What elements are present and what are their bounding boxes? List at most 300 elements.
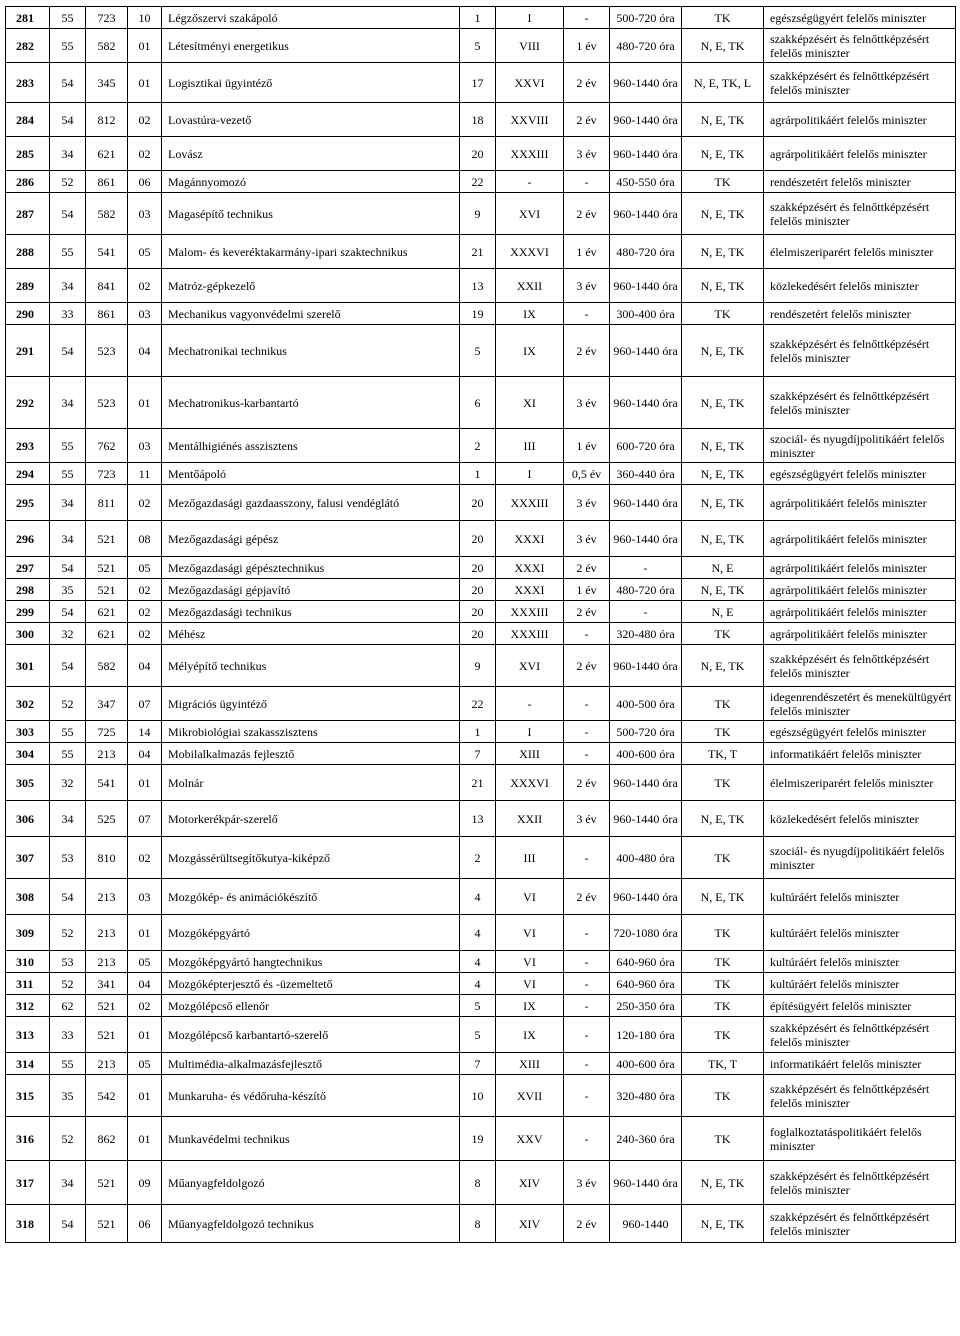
table-cell: egészségügyért felelős miniszter <box>764 463 956 485</box>
table-cell: 861 <box>86 171 128 193</box>
table-cell: TK <box>682 973 764 995</box>
table-cell: Mozgókép- és animációkészítő <box>162 879 460 915</box>
table-cell: 310 <box>6 951 50 973</box>
table-cell: 725 <box>86 721 128 743</box>
table-cell: - <box>564 1053 610 1075</box>
table-cell: - <box>610 557 682 579</box>
table-cell: 1 év <box>564 29 610 63</box>
table-cell: Magánnyomozó <box>162 171 460 193</box>
table-cell: 5 <box>460 325 496 377</box>
table-cell: 3 év <box>564 269 610 303</box>
table-cell: 2 év <box>564 103 610 137</box>
table-cell: N, E, TK <box>682 485 764 521</box>
table-cell: 02 <box>128 623 162 645</box>
table-cell: 960-1440 óra <box>610 269 682 303</box>
table-cell: informatikáért felelős miniszter <box>764 1053 956 1075</box>
table-cell: Mélyépítő technikus <box>162 645 460 687</box>
table-cell: 521 <box>86 579 128 601</box>
table-cell: 05 <box>128 951 162 973</box>
table-cell: közlekedésért felelős miniszter <box>764 269 956 303</box>
table-cell: szakképzésért és felnőttképzésért felelős miniszter <box>764 645 956 687</box>
table-cell: 22 <box>460 687 496 721</box>
table-cell: 54 <box>50 557 86 579</box>
table-cell: 55 <box>50 743 86 765</box>
table-cell: VI <box>496 879 564 915</box>
table-cell: XVI <box>496 193 564 235</box>
table-cell: agrárpolitikáért felelős miniszter <box>764 557 956 579</box>
table-cell: - <box>564 973 610 995</box>
table-cell: 03 <box>128 193 162 235</box>
table-cell: - <box>496 687 564 721</box>
table-cell: 960-1440 <box>610 1205 682 1243</box>
table-row <box>6 1053 956 1075</box>
table-row <box>6 485 956 521</box>
table-row <box>6 269 956 303</box>
table-row <box>6 303 956 325</box>
table-cell: 841 <box>86 269 128 303</box>
table-cell: 293 <box>6 429 50 463</box>
table-cell: Molnár <box>162 765 460 801</box>
table-cell: szakképzésért és felnőttképzésért felelős miniszter <box>764 325 956 377</box>
table-cell: XXVIII <box>496 103 564 137</box>
table-cell: 960-1440 óra <box>610 325 682 377</box>
table-cell: 04 <box>128 645 162 687</box>
table-cell: IX <box>496 1017 564 1053</box>
table-cell: 282 <box>6 29 50 63</box>
qualification-table <box>5 6 956 1243</box>
table-cell: TK <box>682 837 764 879</box>
table-cell: 02 <box>128 137 162 171</box>
table-cell: XXXIII <box>496 623 564 645</box>
table-cell: 723 <box>86 7 128 29</box>
table-cell: 1 <box>460 463 496 485</box>
table-row <box>6 1117 956 1161</box>
table-cell: XXXI <box>496 521 564 557</box>
table-cell: 4 <box>460 973 496 995</box>
table-cell: 03 <box>128 303 162 325</box>
table-cell: 34 <box>50 269 86 303</box>
table-cell: 400-600 óra <box>610 743 682 765</box>
table-cell: 960-1440 óra <box>610 485 682 521</box>
table-cell: Légzőszervi szakápoló <box>162 7 460 29</box>
table-cell: TK <box>682 721 764 743</box>
table-cell: 54 <box>50 879 86 915</box>
table-cell: 525 <box>86 801 128 837</box>
table-cell: 2 <box>460 429 496 463</box>
table-cell: 292 <box>6 377 50 429</box>
table-cell: 10 <box>460 1075 496 1117</box>
table-cell: Mozgóképgyártó <box>162 915 460 951</box>
table-cell: 5 <box>460 995 496 1017</box>
table-cell: agrárpolitikáért felelős miniszter <box>764 137 956 171</box>
table-cell: - <box>496 171 564 193</box>
table-row <box>6 951 956 973</box>
table-cell: 341 <box>86 973 128 995</box>
table-cell: 20 <box>460 485 496 521</box>
table-cell: 301 <box>6 645 50 687</box>
table-cell: TK <box>682 171 764 193</box>
table-cell: XIII <box>496 1053 564 1075</box>
table-cell: IX <box>496 325 564 377</box>
table-cell: N, E, TK <box>682 29 764 63</box>
table-cell: N, E, TK <box>682 879 764 915</box>
table-cell: I <box>496 463 564 485</box>
table-cell: XXVI <box>496 63 564 103</box>
table-cell: - <box>564 1075 610 1117</box>
table-cell: VI <box>496 915 564 951</box>
table-cell: 960-1440 óra <box>610 377 682 429</box>
table-cell: 06 <box>128 171 162 193</box>
table-cell: Lovastúra-vezető <box>162 103 460 137</box>
table-cell: 521 <box>86 521 128 557</box>
table-cell: 314 <box>6 1053 50 1075</box>
table-row <box>6 1205 956 1243</box>
table-cell: 621 <box>86 623 128 645</box>
table-row <box>6 579 956 601</box>
table-cell: 1 év <box>564 579 610 601</box>
table-cell: 08 <box>128 521 162 557</box>
table-cell: 53 <box>50 951 86 973</box>
table-cell: 360-440 óra <box>610 463 682 485</box>
table-cell: - <box>564 687 610 721</box>
table-cell: 2 év <box>564 879 610 915</box>
table-cell: III <box>496 837 564 879</box>
table-cell: XXXVI <box>496 765 564 801</box>
table-cell: 347 <box>86 687 128 721</box>
table-cell: 297 <box>6 557 50 579</box>
table-cell: 01 <box>128 377 162 429</box>
table-cell: 55 <box>50 463 86 485</box>
table-row <box>6 103 956 137</box>
table-cell: 3 év <box>564 1161 610 1205</box>
table-row <box>6 687 956 721</box>
table-cell: szakképzésért és felnőttképzésért felelős miniszter <box>764 29 956 63</box>
table-cell: N, E, TK <box>682 269 764 303</box>
table-cell: N, E, TK <box>682 137 764 171</box>
table-cell: 01 <box>128 765 162 801</box>
table-cell: 54 <box>50 1205 86 1243</box>
table-cell: 20 <box>460 579 496 601</box>
table-cell: Mezőgazdasági gépésztechnikus <box>162 557 460 579</box>
table-cell: TK <box>682 915 764 951</box>
table-cell: Mobilalkalmazás fejlesztő <box>162 743 460 765</box>
table-cell: 01 <box>128 1117 162 1161</box>
table-cell: 01 <box>128 63 162 103</box>
table-cell: élelmiszeriparért felelős miniszter <box>764 235 956 269</box>
table-cell: - <box>564 995 610 1017</box>
table-cell: N, E, TK <box>682 1205 764 1243</box>
table-cell: Malom- és keveréktakarmány-ipari szaktechnikus <box>162 235 460 269</box>
table-cell: VIII <box>496 29 564 63</box>
table-cell: 960-1440 óra <box>610 103 682 137</box>
table-cell: 500-720 óra <box>610 721 682 743</box>
table-cell: 2 év <box>564 765 610 801</box>
table-cell: 32 <box>50 765 86 801</box>
table-cell: Mozgóképterjesztő és -üzemeltető <box>162 973 460 995</box>
table-cell: 5 <box>460 1017 496 1053</box>
table-cell: Létesítményi energetikus <box>162 29 460 63</box>
table-cell: agrárpolitikáért felelős miniszter <box>764 103 956 137</box>
table-cell: 52 <box>50 687 86 721</box>
table-cell: 20 <box>460 623 496 645</box>
table-cell: Műanyagfeldolgozó technikus <box>162 1205 460 1243</box>
table-cell: 521 <box>86 1205 128 1243</box>
table-cell: Mentőápoló <box>162 463 460 485</box>
table-cell: 960-1440 óra <box>610 645 682 687</box>
table-cell: 960-1440 óra <box>610 1161 682 1205</box>
table-cell: 3 év <box>564 521 610 557</box>
table-cell: Multimédia-alkalmazásfejlesztő <box>162 1053 460 1075</box>
table-cell: N, E, TK <box>682 463 764 485</box>
table-cell: 582 <box>86 193 128 235</box>
table-cell: XIV <box>496 1161 564 1205</box>
table-cell: agrárpolitikáért felelős miniszter <box>764 485 956 521</box>
table-cell: 300-400 óra <box>610 303 682 325</box>
table-cell: 345 <box>86 63 128 103</box>
table-cell: 34 <box>50 521 86 557</box>
table-cell: agrárpolitikáért felelős miniszter <box>764 521 956 557</box>
table-cell: 32 <box>50 623 86 645</box>
table-row <box>6 995 956 1017</box>
table-cell: 8 <box>460 1205 496 1243</box>
table-cell: 02 <box>128 485 162 521</box>
table-cell: 811 <box>86 485 128 521</box>
table-cell: TK <box>682 995 764 1017</box>
table-cell: TK <box>682 765 764 801</box>
table-cell: 2 év <box>564 193 610 235</box>
table-cell: N, E, TK <box>682 377 764 429</box>
table-cell: 01 <box>128 29 162 63</box>
table-cell: 52 <box>50 1117 86 1161</box>
table-cell: 04 <box>128 743 162 765</box>
table-cell: 960-1440 óra <box>610 63 682 103</box>
table-cell: Magasépítő technikus <box>162 193 460 235</box>
table-cell: N, E, TK <box>682 429 764 463</box>
table-cell: 53 <box>50 837 86 879</box>
table-row <box>6 171 956 193</box>
table-cell: 521 <box>86 557 128 579</box>
table-row <box>6 879 956 915</box>
table-cell: szakképzésért és felnőttképzésért felelős miniszter <box>764 1161 956 1205</box>
table-cell: 250-350 óra <box>610 995 682 1017</box>
table-cell: N, E, TK <box>682 235 764 269</box>
table-cell: 01 <box>128 915 162 951</box>
table-cell: 240-360 óra <box>610 1117 682 1161</box>
table-cell: 480-720 óra <box>610 235 682 269</box>
table-row <box>6 645 956 687</box>
table-cell: 4 <box>460 951 496 973</box>
table-cell: 400-500 óra <box>610 687 682 721</box>
table-cell: 400-480 óra <box>610 837 682 879</box>
table-cell: III <box>496 429 564 463</box>
table-cell: 480-720 óra <box>610 29 682 63</box>
table-cell: kultúráért felelős miniszter <box>764 915 956 951</box>
table-cell: 1 év <box>564 235 610 269</box>
table-cell: 213 <box>86 1053 128 1075</box>
table-cell: VI <box>496 951 564 973</box>
table-cell: 7 <box>460 743 496 765</box>
table-cell: 960-1440 óra <box>610 879 682 915</box>
table-cell: szakképzésért és felnőttképzésért felelős miniszter <box>764 1075 956 1117</box>
table-cell: 308 <box>6 879 50 915</box>
table-cell: N, E, TK <box>682 801 764 837</box>
table-cell: egészségügyért felelős miniszter <box>764 721 956 743</box>
table-cell: 960-1440 óra <box>610 521 682 557</box>
table-row <box>6 1075 956 1117</box>
table-row <box>6 765 956 801</box>
table-row <box>6 623 956 645</box>
table-cell: 54 <box>50 645 86 687</box>
table-cell: Munkavédelmi technikus <box>162 1117 460 1161</box>
table-cell: - <box>564 7 610 29</box>
table-cell: 01 <box>128 1017 162 1053</box>
table-cell: XIV <box>496 1205 564 1243</box>
table-cell: 521 <box>86 995 128 1017</box>
table-cell: Logisztikai ügyintéző <box>162 63 460 103</box>
table-cell: 06 <box>128 1205 162 1243</box>
table-cell: 4 <box>460 915 496 951</box>
table-cell: 640-960 óra <box>610 951 682 973</box>
table-row <box>6 463 956 485</box>
table-row <box>6 1017 956 1053</box>
table-cell: 33 <box>50 303 86 325</box>
table-cell: 07 <box>128 801 162 837</box>
table-cell: N, E <box>682 601 764 623</box>
table-cell: foglalkoztatáspolitikáért felelős miniszter <box>764 1117 956 1161</box>
table-cell: 21 <box>460 235 496 269</box>
table-cell: XXXIII <box>496 601 564 623</box>
table-cell: 720-1080 óra <box>610 915 682 951</box>
table-cell: 5 <box>460 29 496 63</box>
table-cell: 621 <box>86 601 128 623</box>
table-row <box>6 721 956 743</box>
table-cell: 14 <box>128 721 162 743</box>
table-cell: 34 <box>50 801 86 837</box>
table-cell: N, E <box>682 557 764 579</box>
table-row <box>6 137 956 171</box>
table-cell: szakképzésért és felnőttképzésért felelős miniszter <box>764 1205 956 1243</box>
table-cell: XIII <box>496 743 564 765</box>
table-cell: kultúráért felelős miniszter <box>764 973 956 995</box>
table-cell: Mozgássérültsegítőkutya-kiképző <box>162 837 460 879</box>
table-cell: 281 <box>6 7 50 29</box>
table-cell: 03 <box>128 879 162 915</box>
table-cell: TK <box>682 687 764 721</box>
table-cell: élelmiszeriparért felelős miniszter <box>764 765 956 801</box>
table-cell: 03 <box>128 429 162 463</box>
table-cell: 34 <box>50 137 86 171</box>
table-cell: 22 <box>460 171 496 193</box>
table-cell: agrárpolitikáért felelős miniszter <box>764 623 956 645</box>
table-cell: 295 <box>6 485 50 521</box>
table-cell: - <box>564 171 610 193</box>
table-cell: agrárpolitikáért felelős miniszter <box>764 579 956 601</box>
table-cell: Műanyagfeldolgozó <box>162 1161 460 1205</box>
table-cell: 960-1440 óra <box>610 137 682 171</box>
table-cell: 500-720 óra <box>610 7 682 29</box>
table-cell: 521 <box>86 1161 128 1205</box>
table-cell: 7 <box>460 1053 496 1075</box>
table-cell: 8 <box>460 1161 496 1205</box>
table-cell: agrárpolitikáért felelős miniszter <box>764 601 956 623</box>
table-cell: 2 év <box>564 1205 610 1243</box>
table-row <box>6 557 956 579</box>
table-cell: 862 <box>86 1117 128 1161</box>
table-cell: 3 év <box>564 137 610 171</box>
table-cell: 582 <box>86 29 128 63</box>
table-cell: Matróz-gépkezelő <box>162 269 460 303</box>
table-row <box>6 235 956 269</box>
table-cell: 34 <box>50 377 86 429</box>
table-cell: 120-180 óra <box>610 1017 682 1053</box>
table-cell: 312 <box>6 995 50 1017</box>
table-cell: 21 <box>460 765 496 801</box>
table-cell: Mozgóképgyártó hangtechnikus <box>162 951 460 973</box>
table-cell: - <box>564 837 610 879</box>
table-cell: Migrációs ügyintéző <box>162 687 460 721</box>
table-cell: 861 <box>86 303 128 325</box>
table-cell: 311 <box>6 973 50 995</box>
table-cell: szakképzésért és felnőttképzésért felelős miniszter <box>764 193 956 235</box>
table-cell: 213 <box>86 879 128 915</box>
table-row <box>6 1161 956 1205</box>
table-cell: 55 <box>50 721 86 743</box>
table-cell: Mechatronikai technikus <box>162 325 460 377</box>
table-cell: TK <box>682 303 764 325</box>
table-cell: 04 <box>128 973 162 995</box>
table-cell: N, E, TK <box>682 325 764 377</box>
table-cell: idegenrendészetért és menekültügyért felelős miniszter <box>764 687 956 721</box>
table-cell: 54 <box>50 103 86 137</box>
table-cell: 52 <box>50 171 86 193</box>
table-cell: 0,5 év <box>564 463 610 485</box>
table-cell: Mechatronikus-karbantartó <box>162 377 460 429</box>
table-cell: 582 <box>86 645 128 687</box>
table-cell: Mozgólépcső karbantartó-szerelő <box>162 1017 460 1053</box>
table-cell: 55 <box>50 7 86 29</box>
table-cell: XXXIII <box>496 137 564 171</box>
table-cell: XXXIII <box>496 485 564 521</box>
table-cell: XXXI <box>496 557 564 579</box>
table-cell: - <box>564 743 610 765</box>
table-cell: 2 <box>460 837 496 879</box>
table-cell: rendészetért felelős miniszter <box>764 303 956 325</box>
table-cell: Mozgólépcső ellenőr <box>162 995 460 1017</box>
table-cell: szakképzésért és felnőttképzésért felelős miniszter <box>764 1017 956 1053</box>
table-cell: 600-720 óra <box>610 429 682 463</box>
table-cell: 09 <box>128 1161 162 1205</box>
table-cell: TK <box>682 1117 764 1161</box>
table-cell: 304 <box>6 743 50 765</box>
table-cell: - <box>564 951 610 973</box>
table-cell: 812 <box>86 103 128 137</box>
table-cell: 521 <box>86 1017 128 1053</box>
table-cell: 318 <box>6 1205 50 1243</box>
table-cell: VI <box>496 973 564 995</box>
table-cell: 10 <box>128 7 162 29</box>
table-cell: 05 <box>128 235 162 269</box>
table-cell: XVII <box>496 1075 564 1117</box>
table-cell: XVI <box>496 645 564 687</box>
table-cell: I <box>496 721 564 743</box>
table-cell: 213 <box>86 951 128 973</box>
table-cell: 1 év <box>564 429 610 463</box>
table-cell: Mezőgazdasági gépjavító <box>162 579 460 601</box>
table-cell: N, E, TK <box>682 193 764 235</box>
table-cell: 541 <box>86 235 128 269</box>
table-cell: 02 <box>128 103 162 137</box>
table-cell: - <box>564 623 610 645</box>
